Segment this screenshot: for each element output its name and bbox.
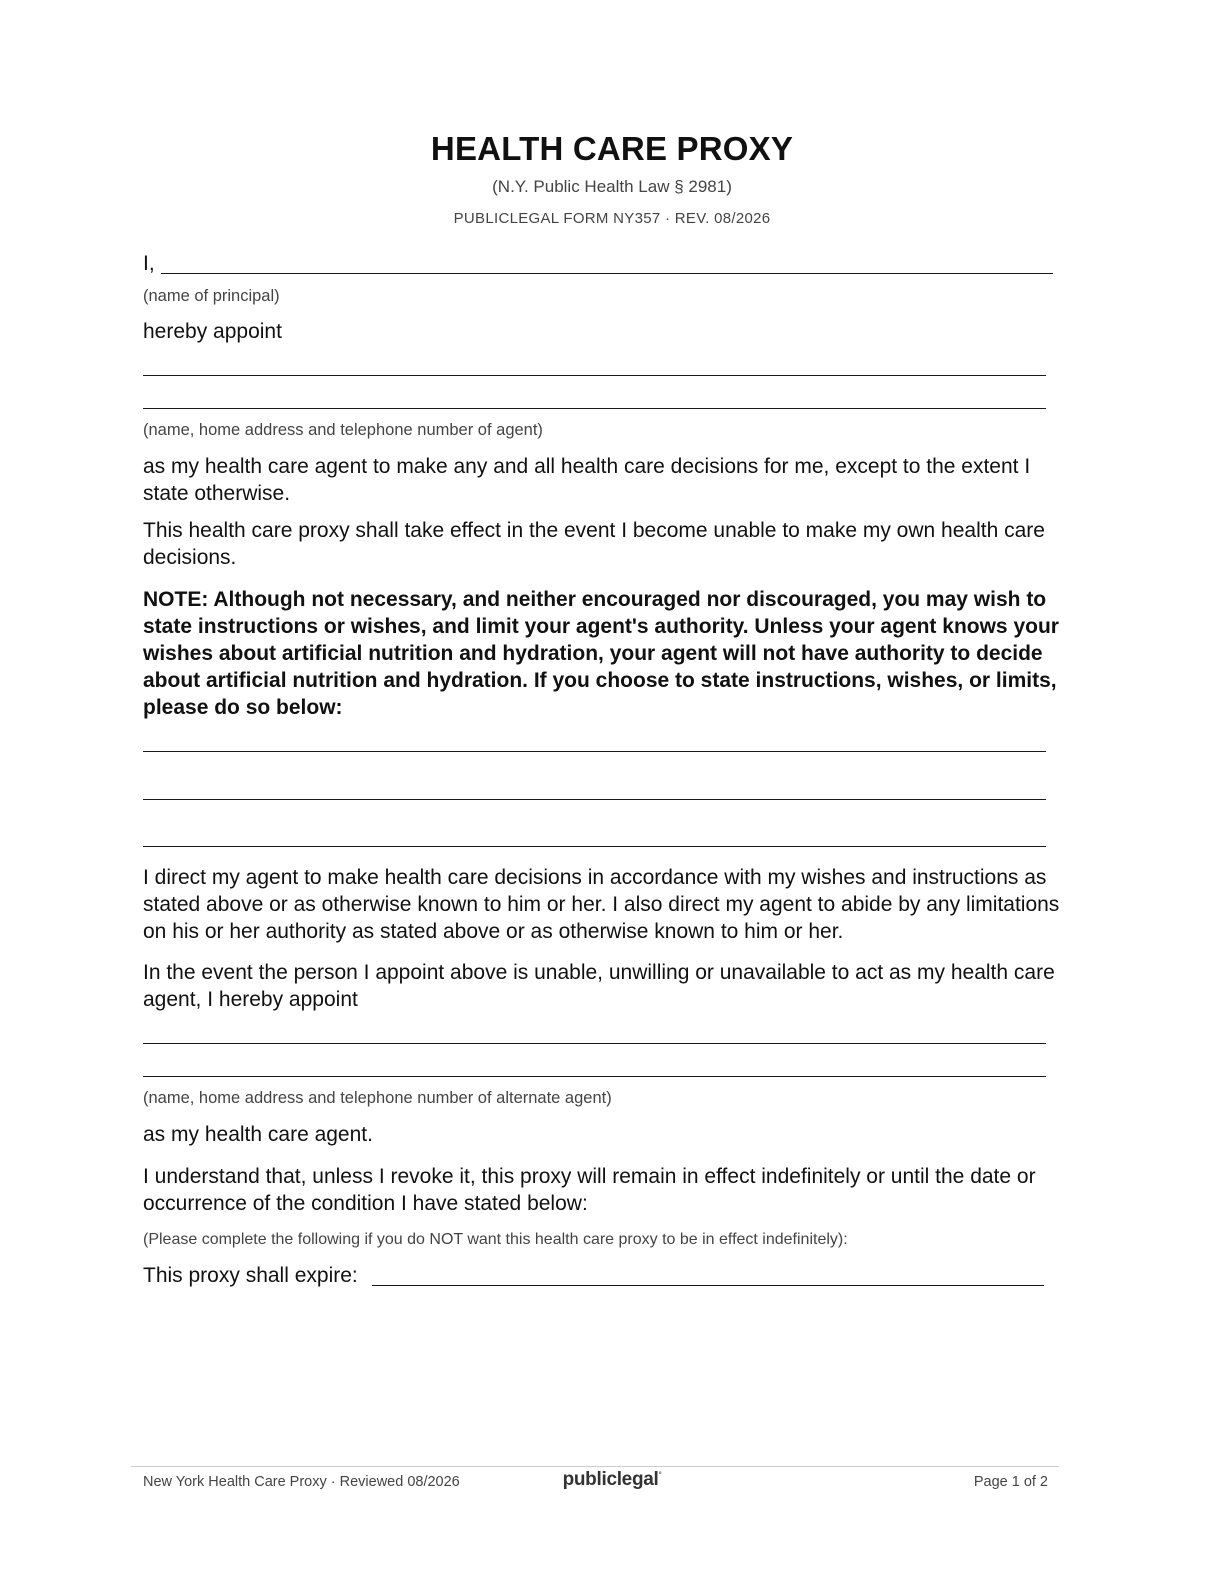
direct-agent-paragraph: I direct my agent to make health care decisions in accordance with my wishes and instructions as stated above or as otherwise known to him or her. I also direct my agent to abide by any limitations on his or her authority as stated above or as otherwise known to him or her.	[143, 866, 1060, 943]
effect-paragraph: This health care proxy shall take effect in the event I become unable to make my own health care decisions.	[143, 519, 1045, 569]
understand-paragraph: I understand that, unless I revoke it, this proxy will remain in effect indefinitely or until the date or occurrence of the condition I have stated below:	[143, 1165, 1036, 1215]
agent-authority-paragraph: as my health care agent to make any and all health care decisions for me, except to the extent I state otherwise.	[143, 455, 1031, 505]
principal-caption: (name of principal)	[143, 287, 280, 305]
alternate-agent-field-line-2[interactable]	[143, 1076, 1046, 1077]
as-agent-text: as my health care agent.	[143, 1123, 373, 1146]
principal-name-field[interactable]	[161, 273, 1053, 274]
alternate-agent-caption: (name, home address and telephone number of alternate agent)	[143, 1089, 612, 1107]
expire-caption: (Please complete the following if you do NOT want this health care proxy to be in effect indefinitely):	[143, 1231, 848, 1248]
page-number: Page 1 of 2	[973, 1474, 1048, 1490]
statute-citation: (N.Y. Public Health Law § 2981)	[492, 177, 732, 196]
hereby-appoint-text: hereby appoint	[143, 320, 282, 343]
agent-field-line-2[interactable]	[143, 408, 1046, 409]
instructions-field-line-1[interactable]	[143, 751, 1046, 752]
document-title: HEALTH CARE PROXY	[430, 130, 794, 167]
principal-prefix: I,	[143, 252, 155, 275]
form-identifier: PUBLICLEGAL FORM NY357 · REV. 08/2026	[453, 210, 771, 227]
expire-label: This proxy shall expire:	[143, 1264, 358, 1287]
instructions-field-line-3[interactable]	[143, 846, 1046, 847]
footer-document-name: New York Health Care Proxy · Reviewed 08/2026	[143, 1474, 460, 1490]
trademark-mark-icon: °	[658, 1470, 662, 1480]
agent-field-line-1[interactable]	[143, 375, 1046, 376]
note-paragraph: NOTE: Although not necessary, and neither encouraged nor discouraged, you may wish to state instructions or wishes, and limit your agent's authority. Unless your agent knows your wishes about artificial nutrition and hydration, your agent will not have authority to decide about artificial nutrition and hydration. If you choose to state instructions, wishes, or limits, please do so below:	[143, 588, 1059, 719]
agent-caption: (name, home address and telephone number of agent)	[143, 421, 543, 439]
logo-text: publiclegal	[562, 1469, 659, 1490]
alternate-agent-field-line-1[interactable]	[143, 1043, 1046, 1044]
alternate-agent-paragraph: In the event the person I appoint above is unable, unwilling or unavailable to act as my health care agent, I hereby appoint	[143, 961, 1055, 1011]
instructions-field-line-2[interactable]	[143, 799, 1046, 800]
footer-divider	[131, 1466, 1059, 1467]
expire-date-field[interactable]	[372, 1285, 1044, 1286]
